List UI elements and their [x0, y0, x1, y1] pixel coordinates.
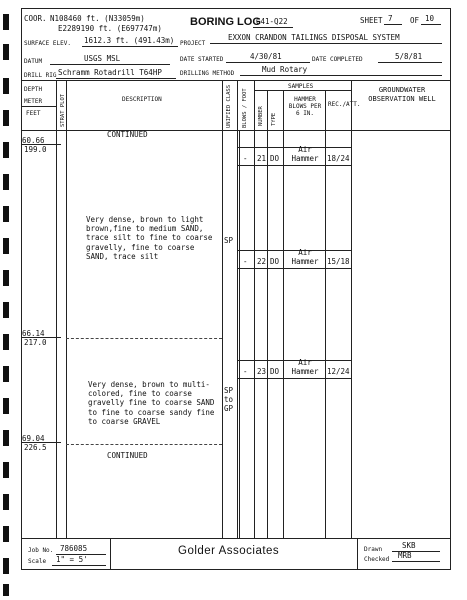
depth-3-meters: 69.04 [22, 434, 45, 443]
datum-label: DATUM [24, 58, 43, 65]
sample-blows: - [243, 257, 248, 266]
sample-number: 22 [257, 257, 267, 266]
col-samples: SAMPLES [288, 83, 314, 90]
project-value: EXXON CRANDON TAILINGS DISPOSAL SYSTEM [228, 33, 400, 42]
company-name: Golder Associates [178, 545, 280, 557]
date-started-value: 4/30/81 [250, 52, 282, 61]
log-title: BORING LOG [190, 16, 261, 28]
depth-3-feet: 226.5 [24, 443, 47, 452]
coord-label: COOR. [24, 14, 47, 23]
sample-hammer: Air Hammer [291, 145, 319, 164]
sample-blows: - [243, 154, 248, 163]
sample-type: DO [270, 257, 280, 266]
job-number: 786085 [60, 544, 88, 553]
scale-label: Scale [28, 558, 47, 565]
col-unified-class: UNIFIED CLASS [226, 84, 232, 128]
sample-number: 21 [257, 154, 267, 163]
sample-hammer: Air Hammer [291, 248, 319, 267]
sheet-number: 7 [388, 14, 393, 23]
col-groundwater: GROUNDWATER OBSERVATION WELL [368, 86, 436, 103]
date-completed-value: 5/8/81 [395, 52, 423, 61]
sample-rec: 12/24 [327, 367, 350, 376]
col-depth: DEPTH [24, 86, 43, 93]
scale-value: 1" = 5' [56, 555, 88, 564]
sample-rec: 15/18 [327, 257, 350, 266]
sample-blows: - [243, 367, 248, 376]
drilling-method-label: DRILLING METHOD [180, 70, 235, 77]
surface-elev-label: SURFACE ELEV. [24, 40, 71, 47]
sample-type: DO [270, 154, 280, 163]
drawn-label: Drawn [364, 546, 383, 553]
layer-1-description: Very dense, brown to light brown,fine to medium SAND, trace silt to fine to coarse gravelly, fine to coarse SAND, trace silt [86, 215, 213, 261]
layer-1-class: SP [224, 236, 234, 245]
drill-rig-label: DRILL RIG [24, 72, 57, 79]
sheet-of-label: OF [410, 16, 420, 25]
sample-type: DO [270, 367, 280, 376]
col-type: TYPE [271, 112, 277, 126]
depth-2-feet: 217.0 [24, 338, 47, 347]
date-completed-label: DATE COMPLETED [312, 56, 363, 63]
checked-label: Checked [364, 556, 390, 563]
job-label: Job No. [28, 547, 54, 554]
sheet-total: 10 [425, 14, 435, 23]
col-hammer-blows: HAMMER BLOWS PER 6 IN. [288, 96, 322, 117]
checked-value: MRB [398, 551, 412, 560]
layer-2-class: SP to GP [224, 386, 234, 414]
col-blows-foot: BLOWS / FOOT [242, 88, 248, 128]
coord-north: N108460 ft. (N33059m) [50, 14, 145, 23]
depth-2-meters: 66.14 [22, 329, 45, 338]
col-meter: METER [24, 98, 43, 105]
drill-rig-value: Schramm Rotadrill T64HP [58, 68, 162, 77]
sample-rec: 18/24 [327, 154, 350, 163]
sample-hammer: Air Hammer [291, 358, 319, 377]
col-feet: FEET [26, 110, 41, 117]
col-number: NUMBER [258, 106, 264, 126]
datum-value: USGS MSL [84, 54, 121, 63]
depth-1-feet: 199.0 [24, 145, 47, 154]
date-started-label: DATE STARTED [180, 56, 224, 63]
col-strat-plot: STRAT PLOT [60, 93, 66, 127]
sample-number: 23 [257, 367, 267, 376]
project-label: PROJECT [180, 40, 206, 47]
surface-elev-value: 1612.3 ft. (491.43m) [84, 36, 175, 45]
continued-top: CONTINUED [107, 130, 148, 139]
boring-id: G41-Q22 [256, 17, 288, 26]
drawn-value: SKB [402, 541, 416, 550]
continued-bottom: CONTINUED [107, 451, 148, 460]
drilling-method-value: Mud Rotary [262, 65, 308, 74]
col-rec-att: REC./ATT. [328, 101, 361, 108]
col-description: DESCRIPTION [122, 96, 162, 103]
sheet-label: SHEET [360, 16, 383, 25]
layer-2-description: Very dense, brown to multi- colored, fine to coarse gravelly fine to coarse SAND to fine to coarse sandy fine to coarse GRAVEL [88, 380, 215, 426]
depth-1-meters: 60.66 [22, 136, 45, 145]
coord-east: E2289190 ft. (E697747m) [58, 24, 162, 33]
